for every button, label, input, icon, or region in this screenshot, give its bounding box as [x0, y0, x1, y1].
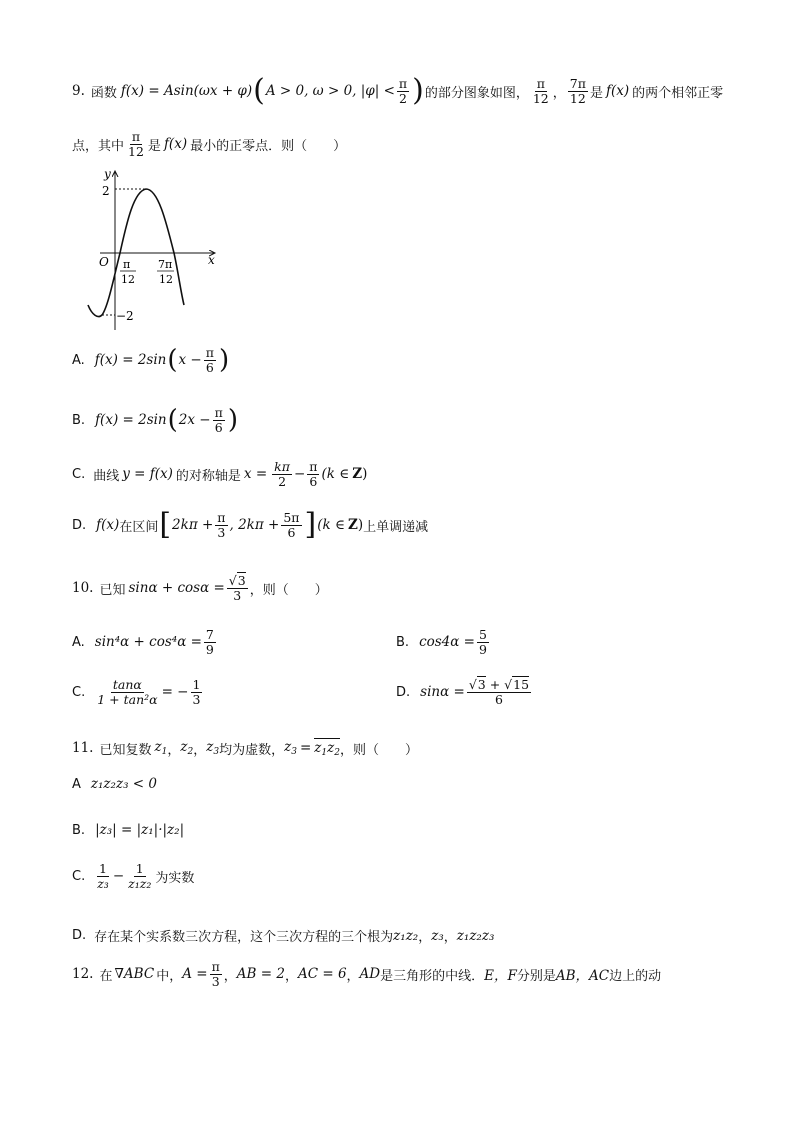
- q11-option-d-text: 存在某个实系数三次方程，这个三次方程的三个根为: [94, 930, 394, 945]
- q12-stem: [72, 960, 661, 989]
- q10-tail: ，则（ ）: [249, 582, 328, 598]
- q9-option-d-c: 2kπ +: [172, 517, 214, 533]
- q10-option-b-label: B.: [396, 634, 410, 650]
- q11-stem: [72, 738, 418, 758]
- q10-option-c-frac1: $\frac{\tan\alpha}{\text{1 + tan²α}}$: [97, 677, 158, 707]
- q11-option-b-label: B.: [72, 822, 86, 838]
- q9-option-d-frac2: $\frac{5\pi}{6}$: [283, 509, 300, 540]
- q10-option-b-frac: $\frac{5}{9}$: [479, 627, 487, 657]
- y-min-label: −2: [116, 309, 134, 323]
- q10-expr: sinα + cosα =: [128, 580, 225, 597]
- q9-option-b-frac: $\frac{\pi}{6}$: [214, 405, 223, 435]
- q11-option-c-tail: 为实数: [155, 870, 195, 886]
- q9-text3: 的两个相邻正零: [632, 85, 724, 101]
- q9-graph: [80, 165, 230, 335]
- q10-frac: $\frac{√3}{3}$: [228, 573, 246, 603]
- paren-close: ): [218, 345, 230, 376]
- q9-comma: ，: [552, 85, 566, 101]
- q9-option-c-d: x =: [243, 466, 268, 483]
- q10-option-d[interactable]: [396, 678, 533, 707]
- q11-option-d-sep2: ，: [443, 930, 457, 945]
- q12-f: 分别是: [516, 968, 556, 984]
- q11-z1: $z_1$: [154, 739, 168, 757]
- q11-z2: $z_2$: [180, 739, 194, 757]
- q9-paren-open: (: [253, 73, 265, 108]
- q9-option-a-frac: $\frac{\pi}{6}$: [205, 345, 214, 375]
- q11-conj: $z_1z_2$: [314, 740, 341, 758]
- q9-option-c-z: Z: [352, 466, 363, 483]
- tick2-num: 7π: [158, 258, 173, 271]
- q11-number: 11.: [72, 740, 94, 756]
- bracket-open: [: [159, 507, 172, 542]
- tick1-num: π: [123, 258, 131, 271]
- q11-option-b[interactable]: [72, 822, 184, 838]
- q9-text2: 是: [589, 85, 603, 101]
- tick1-den: 12: [121, 273, 135, 286]
- q10-option-a-frac: $\frac{7}{9}$: [205, 627, 214, 657]
- origin-label: O: [99, 255, 109, 269]
- q12-a: 在: [99, 968, 113, 984]
- q11-option-c-label: C.: [72, 868, 86, 884]
- tick2-den: 12: [159, 273, 173, 286]
- q10-option-a[interactable]: [72, 628, 218, 657]
- q10-option-c-label: C.: [72, 684, 86, 700]
- q12-c2: ，: [284, 968, 298, 984]
- q10-option-b[interactable]: [396, 628, 491, 657]
- q9-option-a[interactable]: [72, 346, 230, 375]
- q9-option-b-lhs: f(x) = 2sin: [95, 412, 167, 429]
- q11-option-c[interactable]: [72, 862, 194, 891]
- q10-option-c-mid: = −: [161, 684, 189, 701]
- q11-z3-b: $z_3$: [284, 739, 297, 757]
- q10-option-d-label: D.: [396, 684, 411, 700]
- q12-e: E，F: [484, 968, 517, 985]
- q9-line1: [72, 73, 724, 108]
- q10-option-b-lhs: cos4α =: [419, 634, 475, 651]
- q9-intro: 函数: [90, 85, 117, 101]
- q12-b: 中，: [156, 968, 183, 984]
- q11-option-d-r3: z₁z₂z₃: [456, 927, 495, 944]
- q9-line2-fx: f(x): [163, 136, 188, 153]
- q9-option-a-lhs: f(x) = 2sin: [94, 352, 167, 369]
- q9-option-c[interactable]: [72, 460, 367, 489]
- q9-option-b-label: B.: [72, 412, 86, 428]
- y-max-label: 2: [102, 184, 110, 198]
- q9-cond: A > 0, ω > 0, |φ| <: [265, 83, 395, 99]
- q9-frac1: $\frac{\pi}{12}$: [532, 75, 549, 106]
- q9-option-d-e: (k ∈: [317, 517, 345, 533]
- q11-option-d-r1: z₁z₂: [393, 927, 419, 944]
- q11-option-c-frac2: $\frac{1}{\text{z₁z₂}}$: [128, 861, 152, 891]
- q9-option-c-close: ): [362, 466, 368, 483]
- q9-option-a-arg: x −: [178, 352, 202, 369]
- q9-number: 9.: [72, 83, 85, 99]
- q11-option-a-label: A: [72, 776, 81, 792]
- q11-option-b-expr: |z₃| = |z₁|·|z₂|: [95, 822, 185, 838]
- q9-option-b[interactable]: [72, 406, 239, 435]
- q11-z3: $z_3$: [206, 739, 220, 757]
- q10-option-c-frac2: $\frac{1}{3}$: [192, 677, 201, 707]
- q9-line2-b: 是: [147, 138, 161, 154]
- paren-close: ): [227, 405, 238, 436]
- q11-option-d-sep1: ，: [418, 930, 432, 945]
- q12-ab: AB = 2: [236, 966, 285, 983]
- q9-option-c-c: 的对称轴是: [175, 468, 241, 484]
- q9-option-c-e: (k ∈: [321, 466, 350, 483]
- q12-c3: ，: [346, 968, 360, 984]
- q11-option-d-r2: z₃: [431, 927, 444, 944]
- q10-option-a-lhs: sin⁴α + cos⁴α =: [94, 634, 202, 651]
- q9-option-d-z: Z: [347, 517, 358, 533]
- q11-sep2: ，: [193, 742, 207, 758]
- q9-fx: f(x): [605, 83, 630, 99]
- q11-option-d-label: D.: [72, 928, 87, 943]
- q12-number: 12.: [72, 966, 94, 983]
- q11-mid: 均为虚数，: [219, 742, 285, 758]
- paren-open: (: [167, 405, 178, 436]
- q11-option-a-expr: z₁z₂z₃ < 0: [90, 776, 157, 792]
- q9-line2-c: 最小的正零点．则（ ）: [190, 138, 347, 154]
- q9-option-d-label: D.: [72, 517, 87, 533]
- q12-ad: AD: [359, 966, 381, 983]
- q9-text1: 的部分图象如图，: [424, 85, 529, 101]
- q9-option-c-minus: −: [293, 466, 306, 483]
- q11-option-a[interactable]: [72, 776, 157, 792]
- paren-open: (: [167, 345, 178, 376]
- q9-option-c-a: 曲线: [93, 468, 120, 484]
- q11-tail: ，则（ ）: [340, 742, 419, 758]
- q10-option-d-frac: $\frac{√3 + √15}{6}$: [468, 677, 530, 707]
- q9-option-c-label: C.: [72, 466, 86, 482]
- q9-paren-close: ): [412, 73, 424, 108]
- q9-frac2: $\frac{7\pi}{12}$: [569, 75, 586, 106]
- q12-ac: AC = 6: [297, 966, 347, 983]
- q10-number: 10.: [72, 580, 94, 597]
- q9-option-a-label: A.: [72, 352, 85, 368]
- q12-angle-a: A =: [182, 966, 208, 983]
- q11-option-d[interactable]: [72, 926, 494, 945]
- q9-option-c-b: y = f(x): [122, 466, 173, 483]
- bracket-close: ]: [304, 507, 317, 542]
- q10-intro: 已知: [99, 582, 126, 598]
- q9-option-d-d: , 2kπ +: [229, 517, 280, 533]
- q10-option-a-label: A.: [72, 634, 85, 650]
- q11-option-c-frac1: $\frac{1}{\text{z₃}}$: [97, 861, 109, 891]
- q12-h: 边上的动: [609, 968, 662, 984]
- q9-option-d-b: 在区间: [119, 519, 159, 535]
- q9-func: f(x) = Asin(ωx + φ): [120, 83, 253, 99]
- q12-d: 是三角形的中线．: [380, 968, 485, 984]
- q10-option-c[interactable]: [72, 678, 204, 707]
- q9-line2-a: 点，其中: [72, 138, 125, 154]
- q9-line2: [72, 130, 346, 159]
- q11-eq: =: [299, 740, 312, 756]
- q12-c1: ，: [223, 968, 237, 984]
- x-axis-label: x: [208, 253, 215, 267]
- q9-pi-half: $\frac{\pi}{2}$: [398, 75, 408, 106]
- q9-option-b-arg: 2x −: [178, 412, 211, 429]
- q9-option-d-a: f(x): [96, 517, 120, 533]
- q12-g: AB，AC: [555, 968, 610, 985]
- q10-stem: [72, 574, 328, 603]
- q9-option-d-frac1: $\frac{\pi}{3}$: [217, 509, 226, 540]
- q9-option-d-f: 上单调递减: [363, 519, 429, 535]
- q11-option-c-minus: −: [112, 868, 125, 885]
- q9-option-c-frac1: $\frac{k\pi}{2}$: [274, 459, 290, 489]
- q9-line2-frac: $\frac{\pi}{12}$: [128, 129, 144, 159]
- q12-frac: $\frac{\pi}{3}$: [211, 959, 220, 989]
- q9-option-c-frac2: $\frac{\pi}{6}$: [309, 459, 318, 489]
- q11-intro: 已知复数: [99, 742, 152, 758]
- q9-option-d-close: ): [357, 517, 364, 533]
- y-axis-label: y: [104, 167, 111, 181]
- q9-option-d[interactable]: [72, 507, 429, 542]
- q11-sep1: ，: [167, 742, 181, 758]
- q10-option-d-lhs: sinα =: [420, 684, 465, 701]
- q12-triangle: ∇ABC: [114, 966, 155, 983]
